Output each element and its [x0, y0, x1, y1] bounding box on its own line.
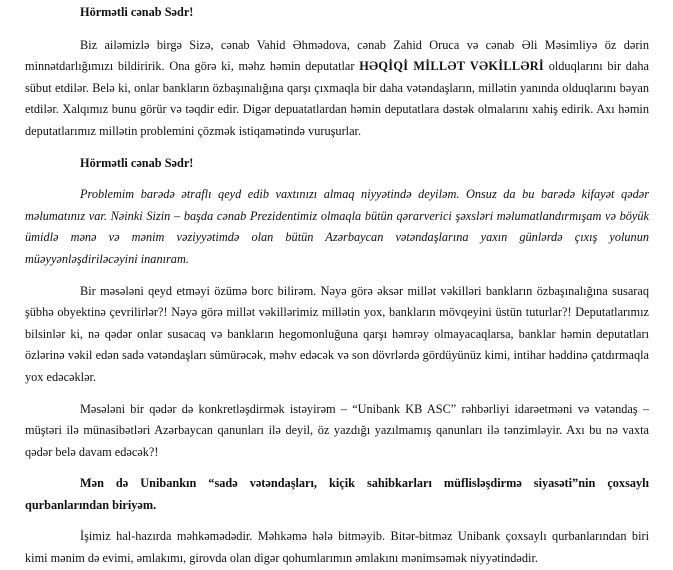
paragraph-unibank: Məsələni bir qədər də konkretləşdirmək istəyirəm – “Unibank KB ASC” rəhbərliyi idarəetməni və vətəndaş – müştəri ilə münasibətləri Azərbaycan qanunları ilə deyil, öz yazdığı yazılmamış qanunları ilə tənzimləyir. Axı bu nə vaxta qədər belə davam edəcək?!	[25, 401, 649, 459]
paragraph-deputies: Bir məsələni qeyd etməyi özümə borc bilirəm. Nəyə görə əksər millət vəkilləri bankların özbaşınalığına susaraq şübhə obyektinə çevrilirlər?! Nəyə görə millət vəkillərimiz millətin yox, bankların mövqeyini üstün tuturlar?! Deputatlarımız bilsinlər ki, nə qədər onlar susacaq və bankların hegomonluğuna qarşı həmrəy olmayacaqlarsa, banklar həmin deputatları özlərinə vəkil edən sadə vətəndaşları sümürəcək, məhv edəcək və son dövrlərdə gördüyünüz kimi, intihar həddinə çatdırmaqla yox edəcəklər.	[25, 283, 649, 384]
paragraph-problem: Problemim barədə ətraflı qeyd edib vaxtınızı almaq niyyətində deyiləm. Onsuz da bu barədə kifayət qədər məlumatınız var. Nəinki Sizin – başda cənab Prezidentimiz olmaqla bütün qərarverici şəxsləri məlumatlandırmışam və böyük ümidlə mənə və mənim vəziyyətimdə olan bütün Azərbaycan vətəndaşlarına yaxın günlərdə çıxış yolunun müəyyənləşdiriləcəyini inanıram.	[25, 187, 649, 266]
paragraph-gratitude-part1: Biz ailəmizlə birgə Sizə, cənab Vahid Əhmədova, cənab Zahid Oruca və cənab Əli Məsimliyə öz dərin minnətdarlığımızı bildiririk. Ona görə ki, məhz həmin deputatlar	[25, 37, 649, 74]
paragraph-court: İşimiz hal-hazırda məhkəmədədir. Məhkəmə hələ bitməyib. Bitər-bitməz Unibank çoxsaylı qurbanlarından biri kimi mənim də evimi, əmlakımı, girovda olan digər qohumlarımın əmlakını mənimsəmək niyyətindədir.	[25, 529, 649, 566]
paragraph-gratitude	[25, 35, 649, 143]
paragraph-gratitude-emphasis: HƏQİQİ MİLLƏT VƏKİLLƏRİ	[359, 59, 544, 74]
paragraph-victim: Mən də Unibankın “sadə vətəndaşları, kiçik sahibkarları müflisləşdirmə siyasəti”nin çoxsaylı qurbanlarından biriyəm.	[25, 476, 649, 512]
salutation-heading-2: Hörmətli cənab Sədr!	[80, 155, 194, 170]
salutation-heading-1: Hörmətli cənab Sədr!	[80, 5, 194, 19]
paragraph-gratitude-part2: olduqlarını bir daha sübut etdilər. Belə ki, onlar bankların özbaşınalığına qarşı çıxmaqla bir daha vətəndaşların, millətin yanında olduqlarını bəyan etdilər. Xalqımız bunu görür və təqdir edir. Digər depuatatlardan həmin deputatlara dəstək olmalarını xahiş edirik. Axı həmin deputatlarımız millətin problemini çözmək istiqamətində vuruşurlar.	[25, 59, 649, 138]
